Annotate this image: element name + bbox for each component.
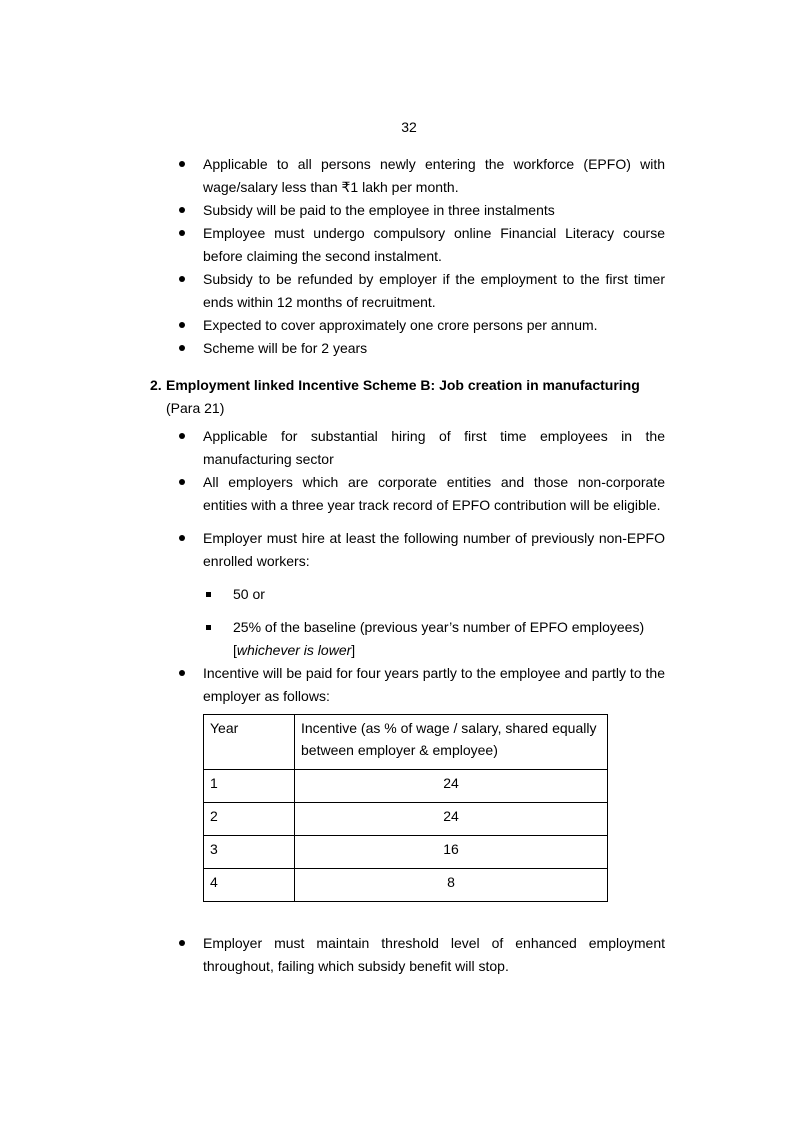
list-item: Employee must undergo compulsory online Financial Literacy course before claiming the second instalment. [150, 222, 665, 268]
list-item: Scheme will be for 2 years [150, 337, 665, 360]
incentive-cell: 8 [295, 869, 608, 902]
table-header-row [204, 715, 608, 770]
list-item: Subsidy to be refunded by employer if the employment to the first timer ends within 12 months of recruitment. [150, 268, 665, 314]
year-cell: 3 [204, 836, 295, 869]
section-heading [150, 374, 665, 420]
incentive-table [203, 714, 608, 902]
bracket-close: ] [351, 642, 356, 658]
table-row [204, 836, 608, 869]
sub-bullet-list [150, 583, 665, 662]
document-body [150, 153, 665, 978]
year-cell: 1 [204, 770, 295, 803]
list-item: Subsidy will be paid to the employee in three instalments [150, 199, 665, 222]
list-item: Applicable for substantial hiring of first time employees in the manufacturing sector [150, 425, 665, 471]
page-number: 32 [401, 119, 417, 135]
column-header-incentive: Incentive (as % of wage / salary, shared equally between employer & employee) [295, 715, 608, 770]
list-item: Employer must maintain threshold level of enhanced employment throughout, failing which subsidy benefit will stop. [150, 932, 665, 978]
column-header-year: Year [204, 715, 295, 770]
table-row [204, 803, 608, 836]
table-row [204, 770, 608, 803]
list-item: Incentive will be paid for four years partly to the employee and partly to the employer as follows: [150, 662, 665, 708]
table-row [204, 869, 608, 902]
list-item: Employer must hire at least the following number of previously non-EPFO enrolled workers: [150, 527, 665, 573]
sub-list-item: 50 or [150, 583, 665, 606]
incentive-cell: 24 [295, 803, 608, 836]
incentive-cell: 16 [295, 836, 608, 869]
incentive-bullet-list [150, 662, 665, 708]
section-title: Employment linked Incentive Scheme B: Job creation in manufacturing [166, 377, 640, 393]
list-item: All employers which are corporate entities and those non-corporate entities with a three year track record of EPFO contribution will be eligible. [150, 471, 665, 517]
whichever-lower-note: whichever is lower [236, 642, 352, 658]
incentive-cell: 24 [295, 770, 608, 803]
list-item: Applicable to all persons newly entering the workforce (EPFO) with wage/salary less than ₹1 lakh per month. [150, 153, 665, 199]
para-reference: (Para 21) [166, 400, 225, 416]
sub-list-item [150, 616, 665, 662]
section-number: 2. [150, 377, 162, 393]
year-cell: 4 [204, 869, 295, 902]
list-item: Expected to cover approximately one crore persons per annum. [150, 314, 665, 337]
sub-list-item-text: 25% of the baseline (previous year’s number of EPFO employees) [233, 619, 645, 635]
final-bullet-list [150, 932, 665, 978]
section2-bullet-list [150, 425, 665, 573]
year-cell: 2 [204, 803, 295, 836]
bracket-open: [ [233, 642, 237, 658]
intro-bullet-list [150, 153, 665, 360]
